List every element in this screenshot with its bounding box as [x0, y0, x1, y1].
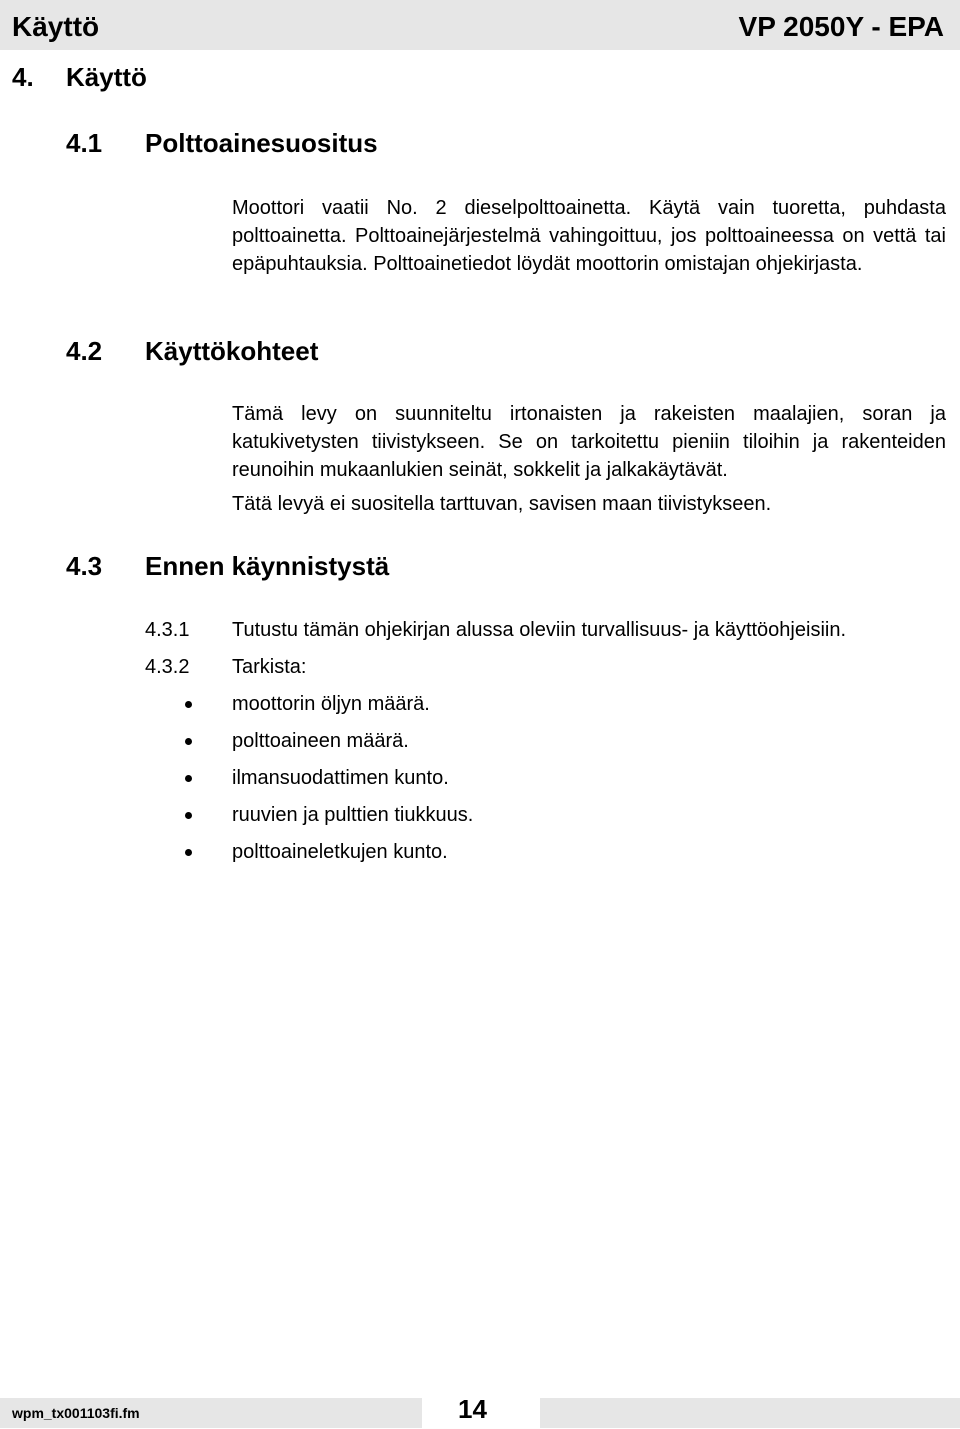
section-number: 4.2 — [66, 336, 103, 366]
header-section-title: Käyttö — [12, 11, 100, 42]
page-number: 14 — [458, 1394, 487, 1424]
chapter-heading — [12, 60, 147, 94]
page-footer — [0, 1394, 960, 1428]
section-title: Polttoainesuositus — [145, 128, 378, 158]
footer-right-box — [540, 1398, 960, 1428]
fuel-recommendation-paragraph: Moottori vaatii No. 2 dieselpolttoainetta. Käytä vain tuoretta, puhdasta polttoainetta. Polttoainejärjestelmä vahingoittuu, jos polttoaineessa on vettä tai epäpuhtauksia. Polttoainetiedot löydät moottorin omistajan ohjekirjasta. — [232, 197, 946, 275]
chapter-number: 4. — [12, 62, 34, 92]
bullet-icon — [185, 738, 192, 745]
section-number: 4.3 — [66, 551, 103, 581]
section-heading-4-2 — [66, 334, 318, 368]
section-title: Käyttökohteet — [145, 336, 319, 366]
footer-file-box — [0, 1398, 422, 1428]
bullet-icon — [185, 775, 192, 782]
chapter-title: Käyttö — [66, 62, 147, 92]
step-text: Tarkista: — [232, 656, 307, 678]
section-heading-4-1 — [66, 126, 378, 160]
section-title: Ennen käynnistystä — [145, 551, 390, 581]
applications-warning-paragraph: Tätä levyä ei suositella tarttuvan, savisen maan tiivistykseen. — [232, 493, 772, 515]
bullet-icon — [185, 849, 192, 856]
page-header — [0, 0, 960, 50]
bullet-icon — [185, 701, 192, 708]
applications-paragraph: Tämä levy on suunniteltu irtonaisten ja rakeisten maalajien, soran ja katukivetysten tiivistykseen. Se on tarkoitettu pieniin tiloihin ja rakenteiden reunoihin mukaanlukien seinät, sokkelit ja jalkakäytävät. — [232, 403, 946, 481]
section-heading-4-3 — [66, 549, 389, 583]
step-number: 4.3.1 — [145, 619, 190, 641]
header-model-name: VP 2050Y - EPA — [738, 11, 944, 42]
section-number: 4.1 — [66, 128, 103, 158]
footer-file-name: wpm_tx001103fi.fm — [12, 1405, 140, 1421]
step-4-3-2 — [145, 653, 306, 681]
step-4-3-1 — [145, 616, 846, 644]
step-text: Tutustu tämän ohjekirjan alussa oleviin turvallisuus- ja käyttöohjeisiin. — [232, 619, 847, 641]
step-number: 4.3.2 — [145, 656, 190, 678]
bullet-icon — [185, 812, 192, 819]
